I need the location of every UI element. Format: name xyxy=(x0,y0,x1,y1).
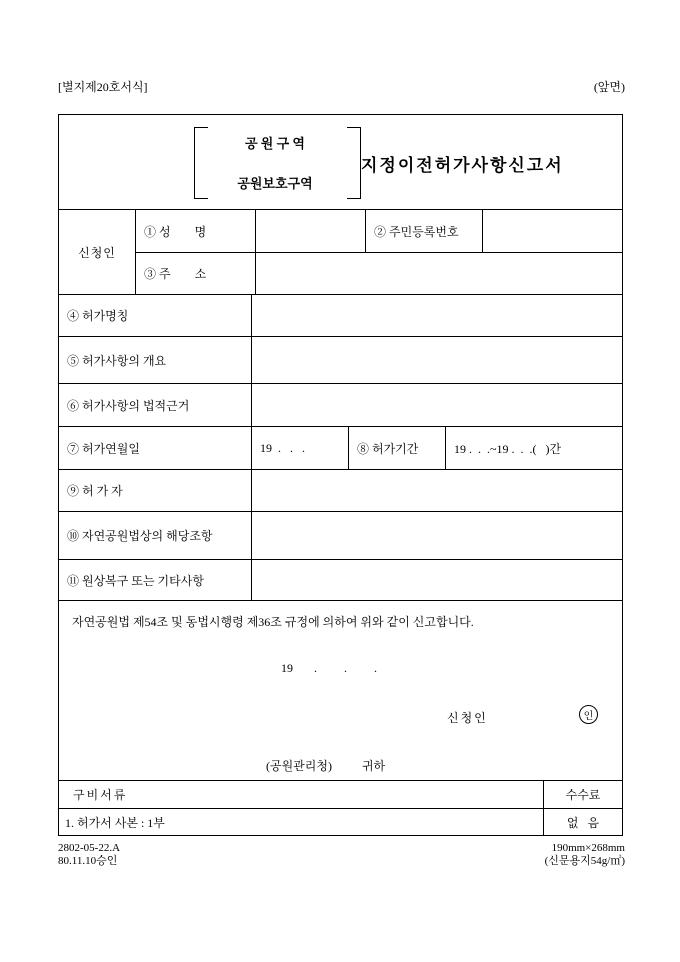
permit-name-label: ④ 허가명칭 xyxy=(59,295,252,336)
required-documents-item: 1. 허가서 사본 : 1부 xyxy=(59,809,544,835)
required-documents-label: 구비서류 xyxy=(59,781,544,808)
paper-size: 190mm×268mm xyxy=(551,842,625,854)
permitter-label: ⑨ 허 가 자 xyxy=(59,470,252,511)
title-block xyxy=(59,115,622,209)
form-table xyxy=(58,114,623,836)
form-title: 지정이전허가사항신고서 xyxy=(361,156,564,175)
permit-summary-row xyxy=(59,336,622,383)
restoration-label: ⑪ 원상복구 또는 기타사항 xyxy=(59,560,252,600)
footer-header-row xyxy=(59,780,622,808)
regno-label: ② 주민등록번호 xyxy=(366,210,483,252)
recipient-line: (공원관리청) 귀하 xyxy=(266,759,386,773)
fee-value: 없 음 xyxy=(566,815,600,830)
declaration-date: 19 . . . xyxy=(281,661,377,675)
park-zone-label: 공 원 구 역 xyxy=(245,136,305,151)
address-row xyxy=(136,252,622,294)
paper-spec-block xyxy=(545,842,625,868)
restoration-field xyxy=(252,560,622,600)
permit-date-value: 19 . . . xyxy=(252,427,349,469)
name-row xyxy=(136,210,622,252)
restoration-row xyxy=(59,559,622,600)
legal-basis-row xyxy=(59,383,622,426)
name-label: ① 성 명 xyxy=(136,210,256,252)
regno-field xyxy=(483,210,622,252)
paper-type: (신문용지54g/㎡) xyxy=(544,855,625,867)
approval-date: 80.11.10승인 xyxy=(58,855,118,867)
legal-basis-field xyxy=(252,384,622,426)
permitter-row xyxy=(59,469,622,511)
permit-summary-field xyxy=(252,337,622,383)
applicant-label: 신청인 xyxy=(59,210,136,294)
declaration-statement: 자연공원법 제54조 및 동법시행령 제36조 규정에 의하여 위와 같이 신고합니다. xyxy=(72,615,474,629)
permit-summary-label: ⑤ 허가사항의 개요 xyxy=(59,337,252,383)
permit-period-value: 19 . . .~19 . . .( )간 xyxy=(454,441,562,456)
permitter-field xyxy=(252,470,622,511)
park-protection-zone-label: 공원보호구역 xyxy=(237,176,313,191)
act-provision-row xyxy=(59,511,622,559)
form-code: 2802-05-22.A xyxy=(58,842,121,854)
permit-date-row xyxy=(59,426,622,469)
permit-name-field xyxy=(252,295,622,336)
permit-period-label: ⑧ 허가기간 xyxy=(349,427,446,469)
act-provision-field xyxy=(252,512,622,559)
permit-name-row xyxy=(59,294,622,336)
declaration-applicant-label: 신청인 xyxy=(447,711,488,725)
footer-item-row xyxy=(59,808,622,835)
fee-label: 수수료 xyxy=(565,788,601,802)
seal-mark: 인 xyxy=(579,705,598,724)
front-side-label: (앞면) xyxy=(593,80,625,94)
address-label: ③ 주 소 xyxy=(136,253,256,294)
address-field xyxy=(256,253,622,294)
permit-date-label: ⑦ 허가연월일 xyxy=(59,427,252,469)
form-code-block xyxy=(58,842,120,868)
applicant-section xyxy=(59,209,622,294)
annex-form-label: [별지제20호서식] xyxy=(58,80,148,94)
legal-basis-label: ⑥ 허가사항의 법적근거 xyxy=(59,384,252,426)
declaration-section xyxy=(59,600,622,780)
name-field xyxy=(256,210,366,252)
act-provision-label: ⑩ 자연공원법상의 해당조항 xyxy=(59,512,252,559)
